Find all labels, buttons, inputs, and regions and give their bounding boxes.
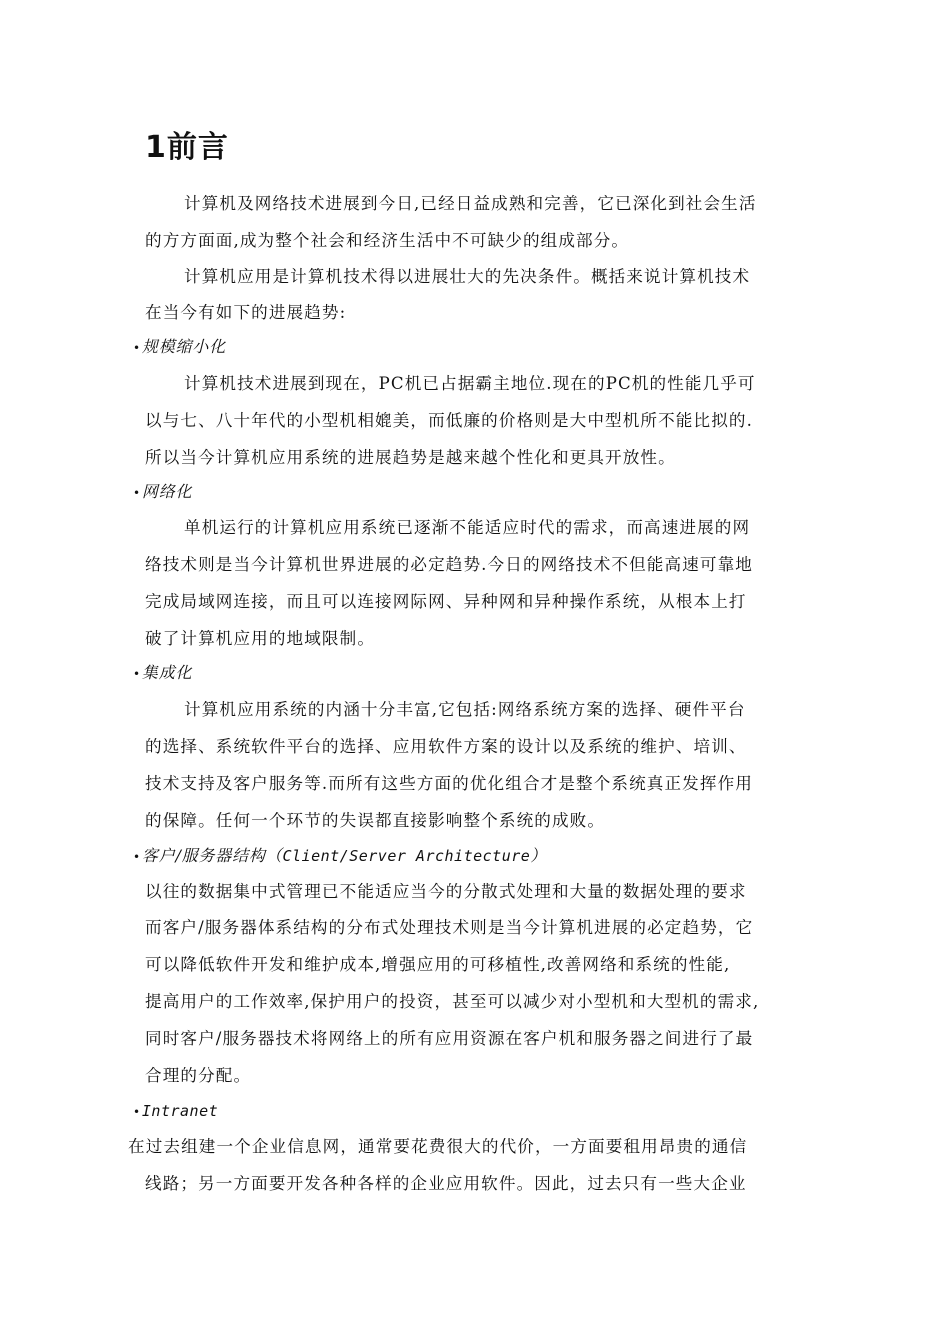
paragraph-line: 的方方面面,成为整个社会和经济生活中不可缺少的组成部分。 — [145, 231, 630, 250]
bullet-title: 客户/服务器结构（ — [141, 846, 283, 865]
paragraph-line: 以往的数据集中式管理已不能适应当今的分散式处理和大量的数据处理的要求 — [145, 882, 747, 901]
paragraph-line: 破了计算机应用的地域限制。 — [145, 629, 376, 648]
bullet-title: 集成化 — [141, 663, 193, 682]
paragraph-line: 而客户/服务器体系结构的分布式处理技术则是当今计算机进展的必定趋势，它 — [145, 918, 754, 937]
paragraph-line: 合理的分配。 — [145, 1066, 252, 1085]
paragraph-line: 在当今有如下的进展趋势: — [145, 303, 347, 322]
bullet-heading-networking — [133, 480, 192, 505]
bullet-icon: • — [133, 850, 141, 864]
paragraph-line: 计算机应用系统的内涵十分丰富,它包括:网络系统方案的选择、硬件平台 — [184, 700, 746, 719]
bullet-title-end: ） — [530, 846, 548, 865]
paragraph-line: 计算机及网络技术进展到今日,已经日益成熟和完善，它已深化到社会生活 — [184, 194, 757, 213]
paragraph-line: 在过去组建一个企业信息网，通常要花费很大的代价，一方面要租用昂贵的通信 — [128, 1137, 748, 1156]
bullet-icon: • — [133, 1105, 141, 1119]
bullet-title: 规模缩小化 — [141, 337, 226, 356]
bullet-heading-client-server — [133, 844, 547, 869]
paragraph-line: 完成局域网连接，而且可以连接网际网、异种网和异种操作系统，从根本上打 — [145, 592, 747, 611]
paragraph-line: 以与七、八十年代的小型机相媲美，而低廉的价格则是大中型机所不能比拟的. — [145, 411, 753, 430]
paragraph-line: 线路；另一方面要开发各种各样的企业应用软件。因此，过去只有一些大企业 — [145, 1174, 747, 1193]
paragraph-line: 的保障。任何一个环节的失误都直接影响整个系统的成败。 — [145, 811, 606, 830]
paragraph-line: 所以当今计算机应用系统的进展趋势是越来越个性化和更具开放性。 — [145, 448, 676, 467]
bullet-heading-miniaturization — [133, 335, 226, 360]
paragraph-line: 络技术则是当今计算机世界进展的必定趋势.今日的网络技术不但能高速可靠地 — [145, 555, 753, 574]
paragraph-line: 技术支持及客户服务等.而所有这些方面的优化组合才是整个系统真正发挥作用 — [145, 774, 753, 793]
bullet-title-english: Client/Server Architecture — [282, 847, 531, 865]
paragraph-line: 可以降低软件开发和维护成本,增强应用的可移植性,改善网络和系统的性能, — [145, 955, 731, 974]
paragraph-line: 的选择、系统软件平台的选择、应用软件方案的设计以及系统的维护、培训、 — [145, 737, 747, 756]
bullet-title: 网络化 — [141, 482, 193, 501]
section-heading: 1前言 — [145, 130, 229, 165]
bullet-heading-intranet — [133, 1099, 218, 1124]
bullet-title: Intranet — [141, 1102, 219, 1120]
bullet-icon: • — [133, 667, 141, 681]
paragraph-line: 同时客户/服务器技术将网络上的所有应用资源在客户机和服务器之间进行了最 — [145, 1029, 754, 1048]
paragraph-line: 单机运行的计算机应用系统已逐渐不能适应时代的需求，而高速进展的网 — [184, 518, 751, 537]
paragraph-line: 提高用户的工作效率,保护用户的投资，甚至可以减少对小型机和大型机的需求, — [145, 992, 760, 1011]
bullet-icon: • — [133, 341, 141, 355]
bullet-heading-integration — [133, 661, 192, 686]
paragraph-line: 计算机应用是计算机技术得以进展壮大的先决条件。概括来说计算机技术 — [184, 267, 751, 286]
paragraph-line: 计算机技术进展到现在，PC机已占据霸主地位.现在的PC机的性能几乎可 — [184, 374, 756, 393]
bullet-icon: • — [133, 486, 141, 500]
